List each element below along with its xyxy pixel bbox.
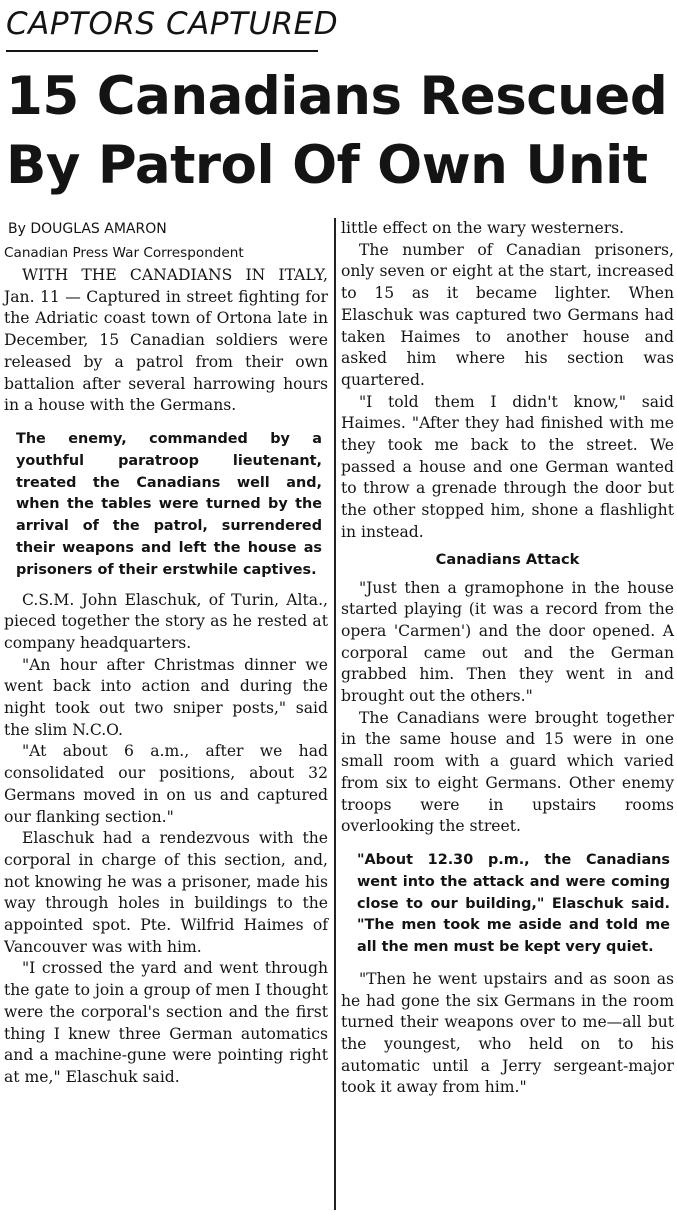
paragraph: "Then he went upstairs and as soon as he had gone the six Germans in the room turned their weapons over to me—all but the youngest, who held on to his automatic until a Jerry sergeant-major took it away from him." (341, 969, 674, 1097)
bold-paragraph: The enemy, commanded by a youthful paratroop lieutenant, treated the Canadians well and, when the tables were turned by the arrival of the patrol, surrendered their weapons and left the house as prisoners of their erstwhile captives. (16, 430, 322, 578)
paragraph: "I told them I didn't know," said Haimes. "After they had finished with me they took me back to the street. We passed a house and one German wanted to throw a grenade through the door but the other stopped him, shone a flashlight in instead. (341, 392, 674, 541)
paragraph: Elaschuk had a rendezvous with the corporal in charge of this section, and, not knowing he was a prisoner, made his way through holes in buildings to the appointed spot. Pte. Wilfrid Haimes of Vancouver was with him. (4, 829, 328, 956)
paragraph: "Just then a gramophone in the house started playing (it was a record from the opera 'Carmen') and the door opened. A corporal came out and the German grabbed him. Then they went in and brought out the others." (341, 578, 674, 706)
headline-line-1: 15 Canadians Rescued (6, 66, 668, 127)
headline (0, 62, 677, 200)
byline-title: Canadian Press War Correspondent (4, 245, 244, 261)
byline-author: By DOUGLAS AMARON (8, 221, 167, 237)
paragraph: "I crossed the yard and went through the gate to join a group of men I thought were the corporal's section and the first thing I knew three German automatics and a machine-gune were pointing right at me," Elaschuk said. (4, 959, 328, 1086)
paragraph: little effect on the wary westerners. (341, 219, 625, 237)
column-divider (334, 218, 336, 1210)
paragraph: The number of Canadian prisoners, only seven or eight at the start, increased to 15 as it became lighter. When Elaschuk was captured two Germans had taken Haimes to another house and asked him where his section was quartered. (341, 240, 674, 389)
subheading: Canadians Attack (435, 550, 580, 568)
kicker-box (6, 4, 339, 52)
left-column (4, 218, 328, 1089)
paragraph: The Canadians were brought together in the same house and 15 were in one small room with a guard which varied from six to eight Germans. Other enemy troops were in upstairs rooms overlooking the street. (341, 708, 674, 836)
bold-paragraph: "About 12.30 p.m., the Canadians went into the attack and were coming close to our building," Elaschuk said. "The men took me aside and told me all the men must be kept very quiet. (357, 851, 670, 956)
kicker-label: CAPTORS CAPTURED (6, 6, 339, 42)
paragraph: C.S.M. John Elaschuk, of Turin, Alta., pieced together the story as he rested at company headquarters. (4, 590, 328, 652)
headline-line-2: By Patrol Of Own Unit (6, 135, 648, 196)
paragraph: "At about 6 a.m., after we had consolidated our positions, about 32 Germans moved in on us and captured our flanking section." (4, 742, 328, 826)
paragraph: WITH THE CANADIANS IN ITALY, Jan. 11 — Captured in street fighting for the Adriatic coast town of Ortona late in December, 15 Canadian soldiers were released by a patrol from their own battalion after several harrowing hours in a house with the Germans. (4, 266, 328, 415)
paragraph: "An hour after Christmas dinner we went back into action and during the night took out two sniper posts," said the slim N.C.O. (4, 655, 328, 739)
right-column (341, 218, 674, 1099)
